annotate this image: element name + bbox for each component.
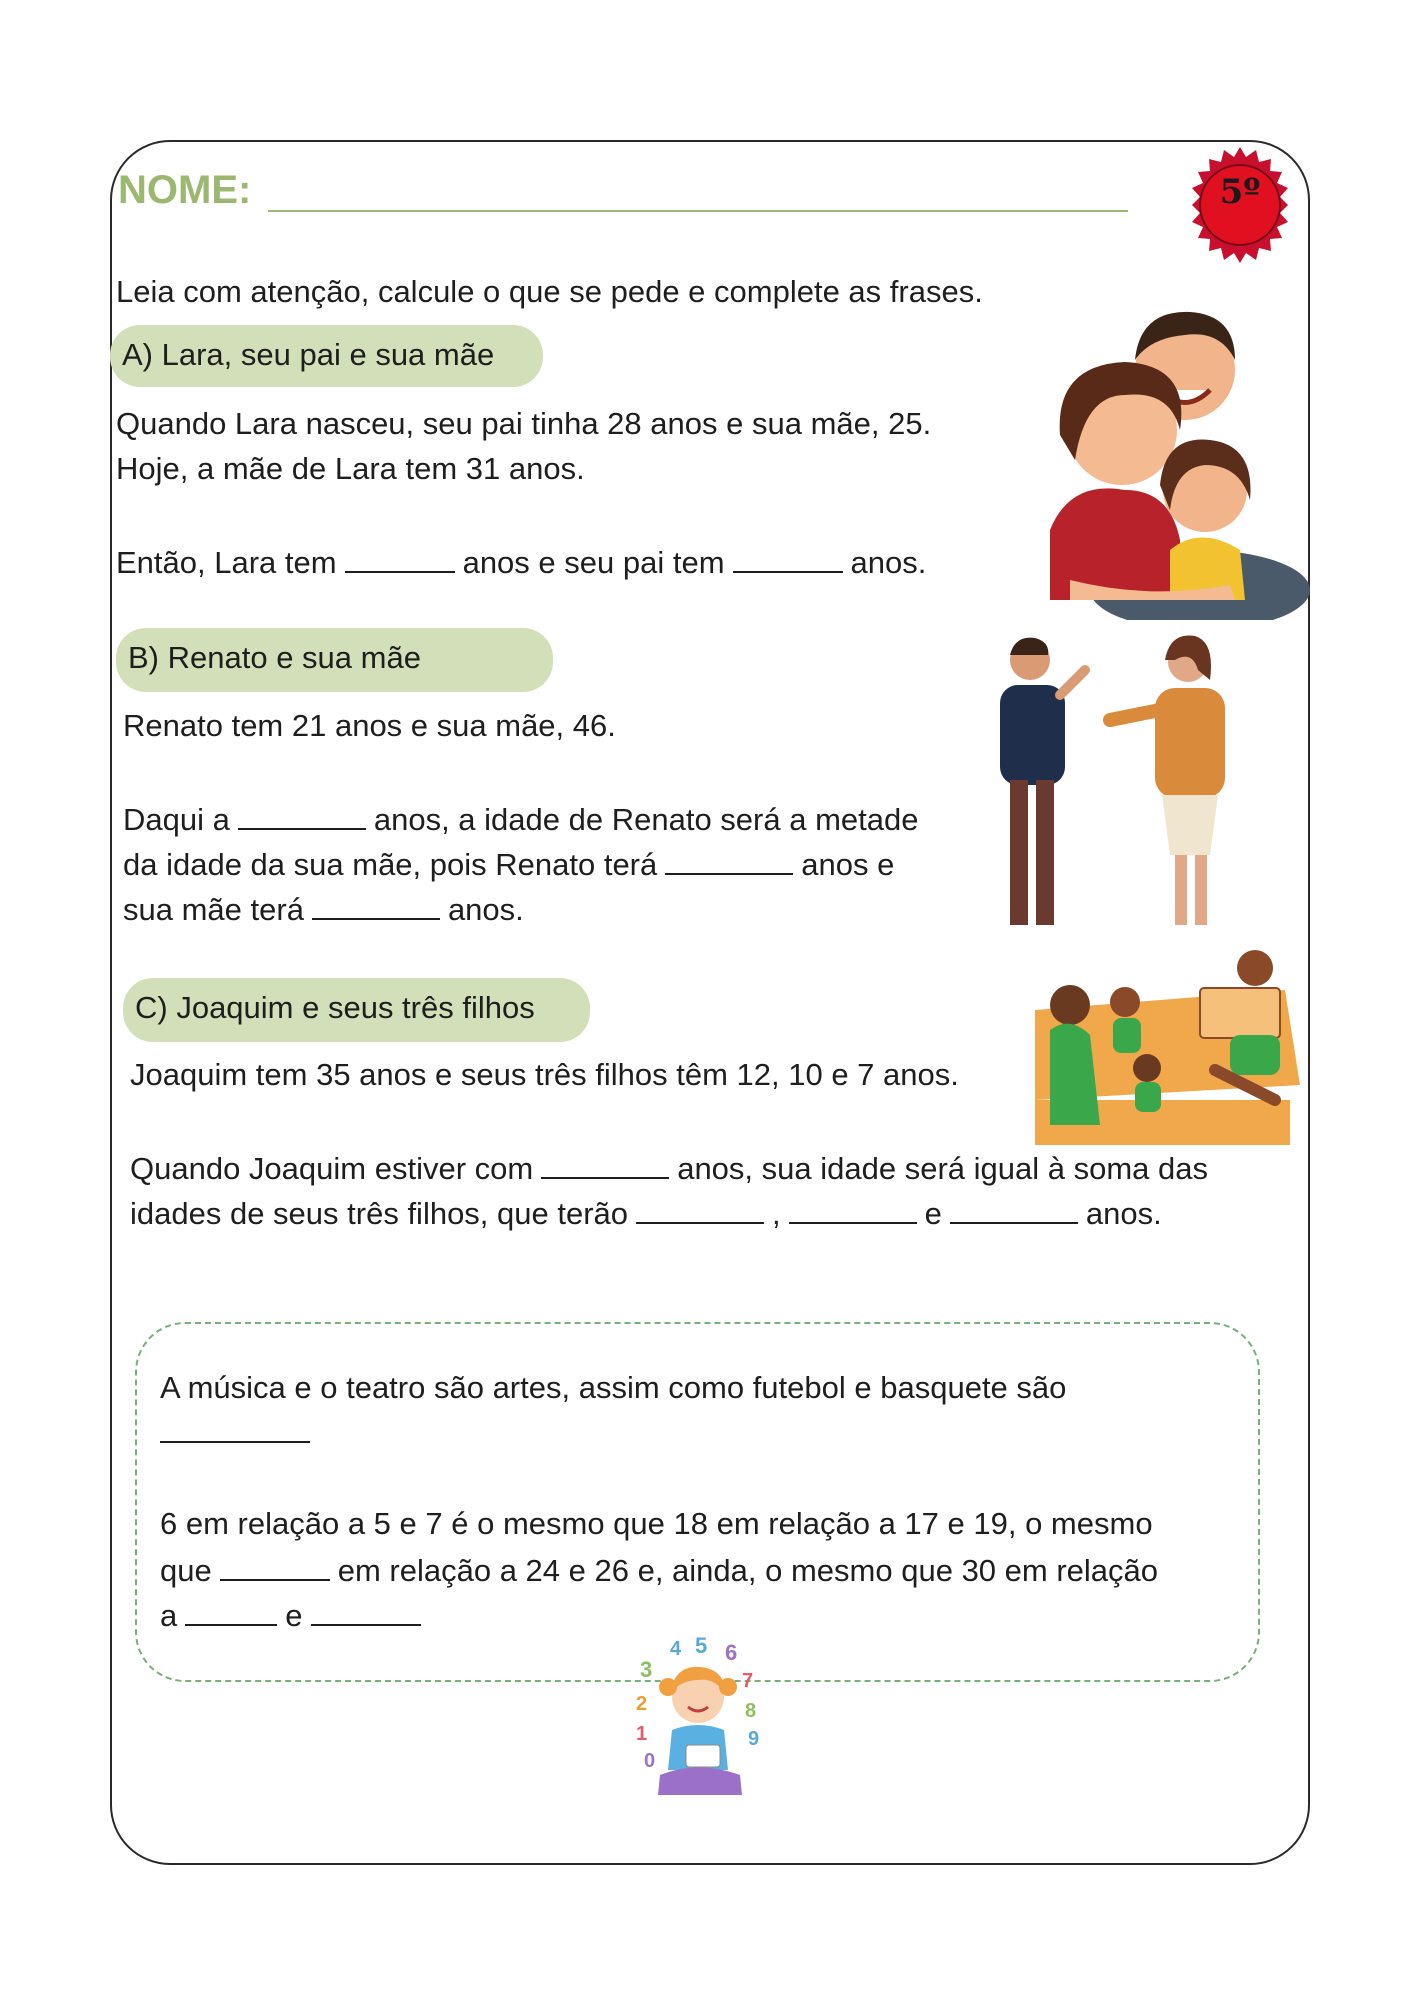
digit-5: 5	[695, 1635, 708, 1658]
digit-1: 1	[636, 1723, 648, 1745]
section-a-line2: Hoje, a mãe de Lara tem 31 anos.	[116, 451, 585, 486]
section-a-title-pill	[110, 325, 543, 387]
digit-6: 6	[725, 1640, 738, 1665]
answer-blank-number-31[interactable]	[311, 1598, 421, 1626]
digit-3: 3	[640, 1657, 653, 1682]
nome-label: NOME:	[118, 168, 252, 212]
answer-blank-father-age[interactable]	[733, 545, 843, 573]
box-paragraph1-blank-line	[160, 1415, 318, 1448]
section-a-question: Então, Lara tem anos e seu pai tem anos.	[116, 545, 927, 580]
section-b-question-line3: sua mãe terá anos.	[123, 892, 524, 927]
digit-7: 7	[742, 1670, 754, 1692]
digit-4: 4	[670, 1638, 682, 1660]
digit-9: 9	[748, 1728, 760, 1750]
section-b-question-line2: da idade da sua mãe, pois Renato terá anos e	[123, 847, 895, 882]
answer-blank-child3-age[interactable]	[950, 1196, 1078, 1224]
answer-blank-child2-age[interactable]	[789, 1196, 917, 1224]
answer-blank-number-29[interactable]	[185, 1598, 277, 1626]
section-b-title-pill	[116, 628, 553, 692]
section-b-title: B) Renato e sua mãe	[128, 640, 421, 675]
box-paragraph2-line3: a e	[160, 1598, 429, 1631]
box-paragraph2-line2: que em relação a 24 e 26 e, ainda, o mesmo que 30 em relação	[160, 1553, 1159, 1588]
section-c-title: C) Joaquim e seus três filhos	[135, 990, 535, 1025]
answer-blank-joaquim-age[interactable]	[541, 1151, 669, 1179]
box-paragraph1: A música e o teatro são artes, assim como futebol e basquete são	[160, 1370, 1067, 1405]
girl-numbers-illustration	[630, 1635, 770, 1800]
grade-badge-text: 5º	[1219, 172, 1261, 212]
nome-input-line[interactable]	[268, 210, 1128, 212]
answer-blank-years-until[interactable]	[238, 802, 366, 830]
section-c-title-pill	[123, 978, 590, 1042]
section-c-line1: Joaquim tem 35 anos e seus três filhos têm 12, 10 e 7 anos.	[130, 1057, 959, 1092]
section-c-question-line2: idades de seus três filhos, que terão , e anos.	[130, 1196, 1162, 1231]
answer-blank-child1-age[interactable]	[636, 1196, 764, 1224]
section-b-line1: Renato tem 21 anos e sua mãe, 46.	[123, 708, 616, 743]
digit-0: 0	[644, 1750, 656, 1772]
family-illustration	[1030, 300, 1310, 620]
section-a-line1: Quando Lara nasceu, seu pai tinha 28 anos e sua mãe, 25.	[116, 406, 932, 441]
digit-8: 8	[745, 1700, 757, 1722]
renato-mother-illustration	[970, 630, 1270, 940]
box-paragraph2-line1: 6 em relação a 5 e 7 é o mesmo que 18 em relação a 17 e 19, o mesmo	[160, 1506, 1153, 1541]
answer-blank-sports[interactable]	[160, 1415, 310, 1443]
answer-blank-renato-age[interactable]	[665, 847, 793, 875]
answer-blank-number-25[interactable]	[220, 1553, 330, 1581]
section-c-question-line1: Quando Joaquim estiver com anos, sua idade será igual à soma das	[130, 1151, 1208, 1186]
father-children-illustration	[1035, 950, 1305, 1150]
answer-blank-lara-age[interactable]	[345, 545, 455, 573]
section-b-question-line1: Daqui a anos, a idade de Renato será a metade	[123, 802, 919, 837]
answer-blank-mother-age[interactable]	[312, 892, 440, 920]
instructions: Leia com atenção, calcule o que se pede e complete as frases.	[116, 274, 983, 309]
section-a-title: A) Lara, seu pai e sua mãe	[122, 337, 495, 372]
digit-2: 2	[636, 1693, 648, 1715]
